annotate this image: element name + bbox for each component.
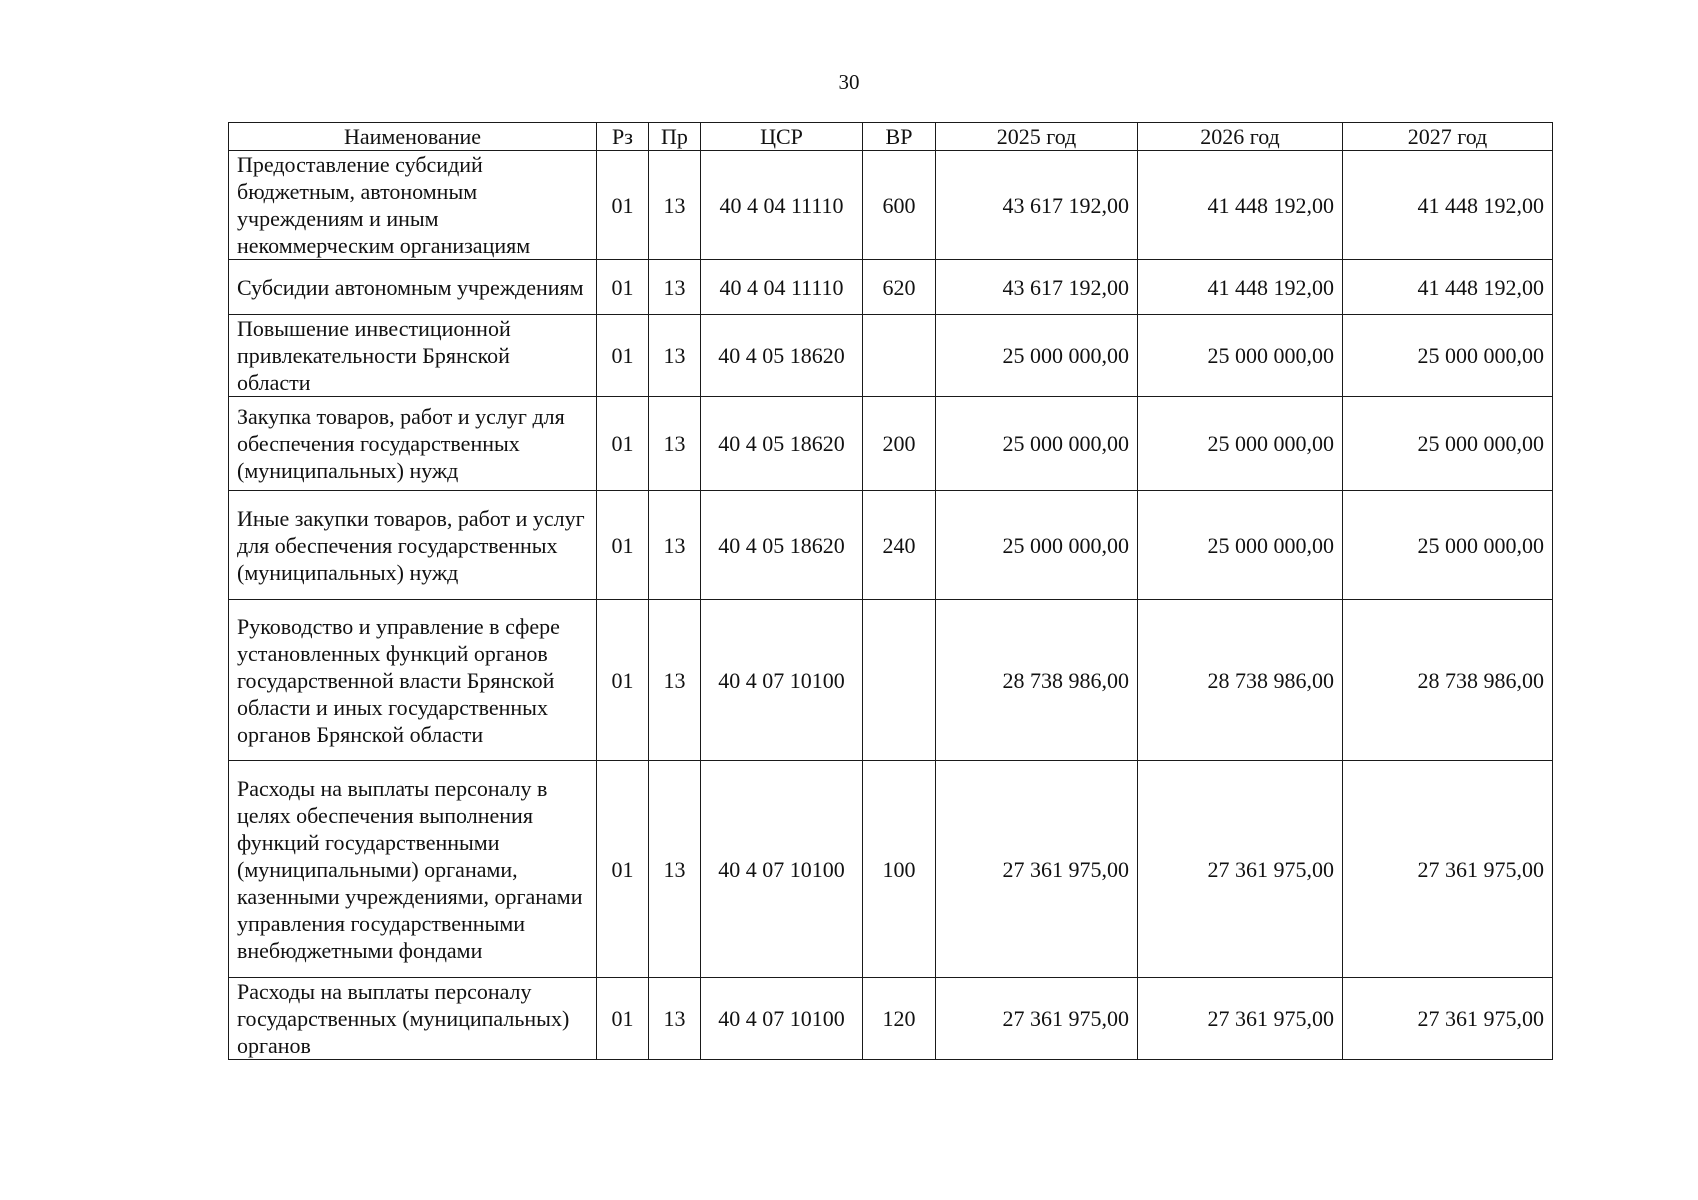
row-name: Предоставление субсидий бюджетным, автономным учреждениям и иным некоммерческим организациям xyxy=(229,151,597,260)
row-rz: 01 xyxy=(597,600,649,761)
row-pr: 13 xyxy=(649,491,701,600)
header-pr: Пр xyxy=(649,123,701,151)
row-rz: 01 xyxy=(597,978,649,1060)
table-body xyxy=(229,151,1553,1060)
table-row xyxy=(229,600,1553,761)
row-vr: 120 xyxy=(863,978,936,1060)
row-2027: 41 448 192,00 xyxy=(1343,151,1553,260)
row-csr: 40 4 05 18620 xyxy=(701,397,863,491)
row-vr xyxy=(863,600,936,761)
row-vr: 600 xyxy=(863,151,936,260)
row-name: Повышение инвестиционной привлекательности Брянской области xyxy=(229,315,597,397)
row-csr: 40 4 05 18620 xyxy=(701,491,863,600)
row-2026: 27 361 975,00 xyxy=(1138,978,1343,1060)
table-row xyxy=(229,761,1553,978)
row-csr: 40 4 07 10100 xyxy=(701,600,863,761)
row-rz: 01 xyxy=(597,761,649,978)
row-csr: 40 4 05 18620 xyxy=(701,315,863,397)
header-row xyxy=(229,123,1553,151)
header-vr: ВР xyxy=(863,123,936,151)
row-2026: 25 000 000,00 xyxy=(1138,315,1343,397)
row-2025: 43 617 192,00 xyxy=(936,260,1138,315)
row-pr: 13 xyxy=(649,761,701,978)
table-row xyxy=(229,315,1553,397)
page-number: 30 xyxy=(838,70,860,94)
row-csr: 40 4 07 10100 xyxy=(701,978,863,1060)
row-2026: 28 738 986,00 xyxy=(1138,600,1343,761)
table-row xyxy=(229,978,1553,1060)
row-vr: 240 xyxy=(863,491,936,600)
row-rz: 01 xyxy=(597,397,649,491)
row-pr: 13 xyxy=(649,315,701,397)
row-2025: 27 361 975,00 xyxy=(936,978,1138,1060)
row-csr: 40 4 07 10100 xyxy=(701,761,863,978)
row-2025: 25 000 000,00 xyxy=(936,491,1138,600)
row-2027: 25 000 000,00 xyxy=(1343,397,1553,491)
row-pr: 13 xyxy=(649,600,701,761)
row-2027: 27 361 975,00 xyxy=(1343,978,1553,1060)
row-2025: 43 617 192,00 xyxy=(936,151,1138,260)
header-2025: 2025 год xyxy=(936,123,1138,151)
row-rz: 01 xyxy=(597,491,649,600)
header-rz: Рз xyxy=(597,123,649,151)
row-name: Расходы на выплаты персоналу государственных (муниципальных) органов xyxy=(229,978,597,1060)
row-vr xyxy=(863,315,936,397)
header-2026: 2026 год xyxy=(1138,123,1343,151)
row-2027: 25 000 000,00 xyxy=(1343,315,1553,397)
row-2026: 25 000 000,00 xyxy=(1138,491,1343,600)
row-pr: 13 xyxy=(649,260,701,315)
row-2025: 27 361 975,00 xyxy=(936,761,1138,978)
header-name: Наименование xyxy=(229,123,597,151)
row-2026: 27 361 975,00 xyxy=(1138,761,1343,978)
row-vr: 620 xyxy=(863,260,936,315)
table-row xyxy=(229,491,1553,600)
row-2027: 25 000 000,00 xyxy=(1343,491,1553,600)
table-row xyxy=(229,260,1553,315)
row-vr: 200 xyxy=(863,397,936,491)
row-name: Руководство и управление в сфере установленных функций органов государственной власти Брянской области и иных государственных органов Брянской области xyxy=(229,600,597,761)
row-pr: 13 xyxy=(649,397,701,491)
row-pr: 13 xyxy=(649,978,701,1060)
row-csr: 40 4 04 11110 xyxy=(701,260,863,315)
row-name: Субсидии автономным учреждениям xyxy=(229,260,597,315)
row-2026: 41 448 192,00 xyxy=(1138,151,1343,260)
budget-table xyxy=(228,122,1553,1060)
row-rz: 01 xyxy=(597,315,649,397)
row-name: Закупка товаров, работ и услуг для обеспечения государственных (муниципальных) нужд xyxy=(229,397,597,491)
row-2025: 25 000 000,00 xyxy=(936,397,1138,491)
row-name: Иные закупки товаров, работ и услуг для обеспечения государственных (муниципальных) нужд xyxy=(229,491,597,600)
row-name: Расходы на выплаты персоналу в целях обеспечения выполнения функций государственными (муниципальными) органами, казенными учреждениями, органами управления государственными внебюджетными фондами xyxy=(229,761,597,978)
row-2026: 25 000 000,00 xyxy=(1138,397,1343,491)
table-row xyxy=(229,397,1553,491)
row-2027: 41 448 192,00 xyxy=(1343,260,1553,315)
row-rz: 01 xyxy=(597,260,649,315)
table-header xyxy=(229,123,1553,151)
row-2027: 28 738 986,00 xyxy=(1343,600,1553,761)
row-2027: 27 361 975,00 xyxy=(1343,761,1553,978)
row-2025: 28 738 986,00 xyxy=(936,600,1138,761)
header-2027: 2027 год xyxy=(1343,123,1553,151)
row-vr: 100 xyxy=(863,761,936,978)
row-2026: 41 448 192,00 xyxy=(1138,260,1343,315)
header-csr: ЦСР xyxy=(701,123,863,151)
row-csr: 40 4 04 11110 xyxy=(701,151,863,260)
row-2025: 25 000 000,00 xyxy=(936,315,1138,397)
row-rz: 01 xyxy=(597,151,649,260)
row-pr: 13 xyxy=(649,151,701,260)
table-row xyxy=(229,151,1553,260)
